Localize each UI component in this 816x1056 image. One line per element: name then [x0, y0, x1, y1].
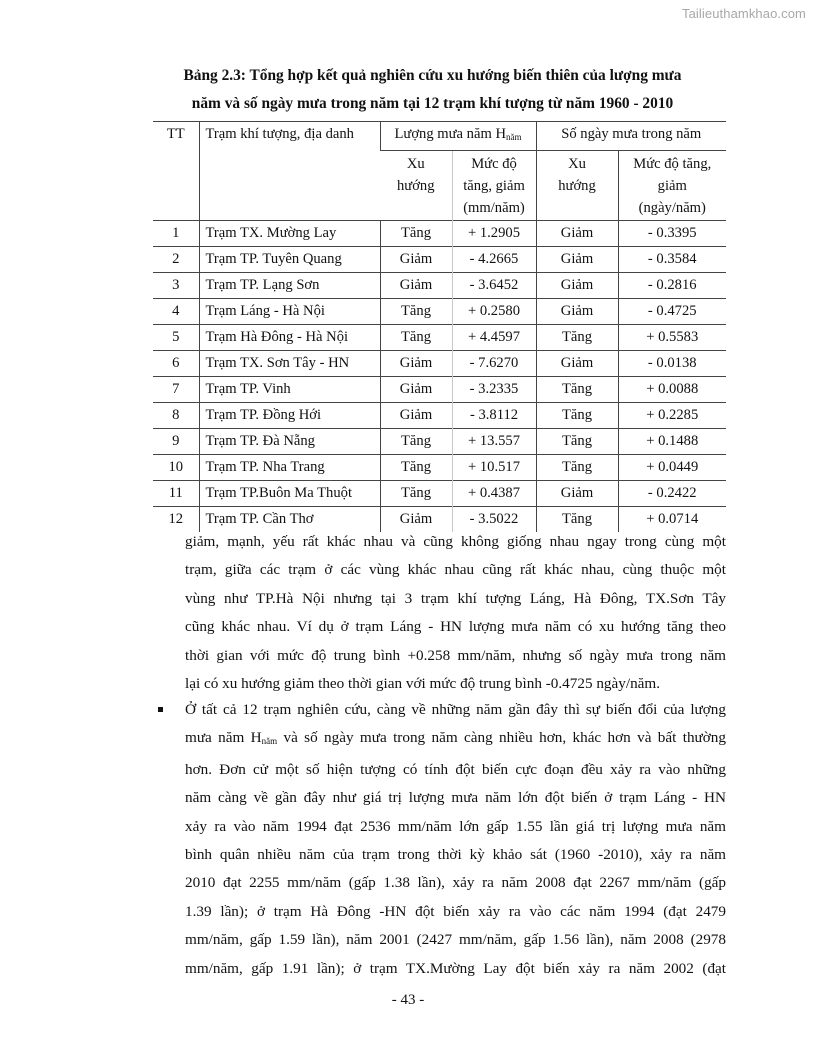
header-text: Mức độ — [471, 156, 517, 172]
cell-tt: 1 — [153, 221, 199, 247]
cell-rain-rate: - 4.2665 — [452, 247, 536, 273]
table-row — [153, 351, 726, 377]
cell-days-trend: Tăng — [536, 325, 618, 351]
text-line: 1.39 lần); ở trạm Hà Đông -HN đột biến xảy ra vào các năm 1994 (đạt 2479 — [185, 902, 726, 920]
table-caption — [150, 62, 715, 118]
cell-tt: 12 — [153, 507, 199, 533]
cell-rain-rate: - 3.2335 — [452, 377, 536, 403]
cell-days-rate: + 0.1488 — [618, 429, 726, 455]
caption-line-2: năm và số ngày mưa trong năm tại 12 trạm khí tượng từ năm 1960 - 2010 — [191, 95, 674, 112]
cell-tt: 11 — [153, 481, 199, 507]
header-days-trend — [536, 151, 618, 221]
cell-days-trend: Giảm — [536, 351, 618, 377]
cell-days-rate: - 0.0138 — [618, 351, 726, 377]
cell-rain-trend: Tăng — [380, 455, 452, 481]
cell-rain-rate: - 7.6270 — [452, 351, 536, 377]
cell-tt: 9 — [153, 429, 199, 455]
table-row — [153, 377, 726, 403]
header-rain-group-subscript: năm — [505, 132, 522, 142]
cell-days-trend: Giảm — [536, 221, 618, 247]
cell-rain-trend: Tăng — [380, 221, 452, 247]
text-line: trạm, giữa các trạm ở các vùng khác nhau cũng rất khác nhau, cùng thuộc một — [185, 561, 726, 579]
cell-tt: 2 — [153, 247, 199, 273]
cell-days-rate: - 0.4725 — [618, 299, 726, 325]
paragraph-1 — [185, 528, 726, 698]
page-number: - 43 - — [391, 992, 425, 1008]
header-text: Mức độ tăng, — [633, 156, 712, 172]
cell-days-trend: Giảm — [536, 299, 618, 325]
text-fragment: mưa năm H — [185, 729, 262, 747]
cell-rain-rate: - 3.8112 — [452, 403, 536, 429]
cell-rain-rate: + 0.2580 — [452, 299, 536, 325]
table-row — [153, 273, 726, 299]
text-line: mm/năm, gấp 1.91 lần); ở trạm TX.Mường Lay đột biến xảy ra năm 2002 (đạt — [185, 959, 726, 977]
text-line: xảy ra vào năm 1994 đạt 2536 mm/năm lớn gấp 1.55 lần giá trị lượng mưa năm — [185, 817, 726, 835]
cell-rain-rate: + 0.4387 — [452, 481, 536, 507]
cell-station: Trạm TP. Nha Trang — [199, 455, 380, 481]
cell-days-rate: + 0.0088 — [618, 377, 726, 403]
cell-station: Trạm TP. Tuyên Quang — [199, 247, 380, 273]
text-fragment: và số ngày mưa trong năm càng nhiều hơn, khác hơn và bất thường — [277, 729, 726, 747]
text-line: lại có xu hướng giảm theo thời gian với mức độ trung bình -0.4725 ngày/năm. — [185, 675, 661, 693]
cell-station: Trạm TP. Lạng Sơn — [199, 273, 380, 299]
text-line: hơn. Đơn cử một số hiện tượng có tính đột biến cực đoạn đều xảy ra vào những — [185, 760, 726, 778]
header-rain-trend — [380, 151, 452, 221]
cell-rain-trend: Tăng — [380, 429, 452, 455]
table-row — [153, 455, 726, 481]
header-text: tăng, giảm — [463, 178, 525, 194]
text-line: 2010 đạt 2255 mm/năm (gấp 1.38 lần), xảy ra năm 2008 đạt 2267 mm/năm (gấp — [185, 874, 726, 892]
text-line: vùng như TP.Hà Nội nhưng tại 3 trạm khí tượng Láng, Hà Đông, TX.Sơn Tây — [185, 589, 726, 607]
cell-station: Trạm TX. Mường Lay — [199, 221, 380, 247]
text-line: năm càng về gần đây như giá trị lượng mưa năm lớn đột biến ở trạm Láng - HN — [185, 789, 726, 807]
cell-station: Trạm Hà Đông - Hà Nội — [199, 325, 380, 351]
table-row — [153, 325, 726, 351]
header-station: Trạm khí tượng, địa danh — [199, 122, 380, 221]
cell-rain-trend: Tăng — [380, 325, 452, 351]
table-body — [153, 221, 726, 533]
cell-rain-rate: + 13.557 — [452, 429, 536, 455]
caption-line-1: Bảng 2.3: Tổng hợp kết quả nghiên cứu xu hướng biến thiên của lượng mưa — [183, 67, 682, 84]
text-line: giảm, mạnh, yếu rất khác nhau và cũng không giống nhau ngay trong cùng một — [185, 533, 726, 550]
table-row — [153, 221, 726, 247]
watermark: Tailieuthamkhao.com — [681, 6, 806, 21]
cell-tt: 10 — [153, 455, 199, 481]
header-days-rate — [618, 151, 726, 221]
cell-rain-trend: Tăng — [380, 299, 452, 325]
cell-tt: 6 — [153, 351, 199, 377]
cell-tt: 3 — [153, 273, 199, 299]
cell-station: Trạm TP.Buôn Ma Thuột — [199, 481, 380, 507]
cell-station: Trạm TP. Vinh — [199, 377, 380, 403]
header-text: (mm/năm) — [463, 200, 525, 216]
subscript: năm — [261, 736, 278, 747]
text-line: Ở tất cả 12 trạm nghiên cứu, càng về những năm gần đây thì sự biến đổi của lượng — [185, 701, 726, 718]
cell-days-rate: + 0.0714 — [618, 507, 726, 533]
text-line: mm/năm, gấp 1.59 lần), năm 2001 (2427 mm/năm, gấp 1.56 lần), năm 2008 (2978 — [185, 931, 726, 949]
bullet-text — [185, 696, 726, 983]
cell-rain-trend: Giảm — [380, 507, 452, 533]
cell-days-trend: Tăng — [536, 403, 618, 429]
cell-rain-trend: Giảm — [380, 273, 452, 299]
cell-rain-trend: Giảm — [380, 247, 452, 273]
text-line: bình quân nhiều năm của trạm trong thời kỳ khảo sát (1960 -2010), xảy ra năm — [185, 846, 726, 864]
text-line: thời gian với mức độ trung bình +0.258 mm/năm, nhưng số ngày mưa trong năm — [185, 646, 726, 664]
cell-days-trend: Giảm — [536, 273, 618, 299]
header-rain-group-label: Lượng mưa năm H — [394, 126, 506, 142]
cell-days-rate: - 0.2816 — [618, 273, 726, 299]
text-line — [185, 724, 726, 755]
cell-rain-rate: - 3.6452 — [452, 273, 536, 299]
cell-days-trend: Giảm — [536, 481, 618, 507]
cell-station: Trạm TP. Đồng Hới — [199, 403, 380, 429]
header-row-1 — [153, 122, 726, 151]
cell-days-trend: Tăng — [536, 507, 618, 533]
cell-days-rate: - 0.3395 — [618, 221, 726, 247]
cell-rain-trend: Tăng — [380, 481, 452, 507]
cell-days-trend: Tăng — [536, 377, 618, 403]
cell-rain-trend: Giảm — [380, 351, 452, 377]
table-row — [153, 247, 726, 273]
cell-days-rate: - 0.2422 — [618, 481, 726, 507]
header-text: Xu — [406, 156, 425, 172]
cell-days-trend: Giảm — [536, 247, 618, 273]
cell-station: Trạm Láng - Hà Nội — [199, 299, 380, 325]
cell-days-trend: Tăng — [536, 429, 618, 455]
cell-rain-rate: - 3.5022 — [452, 507, 536, 533]
header-rain-rate — [452, 151, 536, 221]
rainfall-trend-table — [153, 121, 726, 532]
header-text: (ngày/năm) — [638, 200, 706, 216]
header-text: Xu — [568, 156, 586, 172]
cell-rain-rate: + 10.517 — [452, 455, 536, 481]
cell-days-trend: Tăng — [536, 455, 618, 481]
header-days-group: Số ngày mưa trong năm — [536, 122, 726, 151]
table-row — [153, 403, 726, 429]
cell-rain-trend: Giảm — [380, 403, 452, 429]
cell-station: Trạm TX. Sơn Tây - HN — [199, 351, 380, 377]
cell-rain-rate: + 1.2905 — [452, 221, 536, 247]
cell-days-rate: - 0.3584 — [618, 247, 726, 273]
cell-days-rate: + 0.5583 — [618, 325, 726, 351]
cell-days-rate: + 0.2285 — [618, 403, 726, 429]
cell-tt: 5 — [153, 325, 199, 351]
table-row — [153, 299, 726, 325]
cell-tt: 8 — [153, 403, 199, 429]
cell-station: Trạm TP. Đà Nẵng — [199, 429, 380, 455]
cell-rain-rate: + 4.4597 — [452, 325, 536, 351]
header-rain-group — [380, 122, 536, 151]
cell-tt: 7 — [153, 377, 199, 403]
text-line: cũng khác nhau. Ví dụ ở trạm Láng - HN lượng mưa năm có xu hướng tăng theo — [185, 618, 726, 636]
table-row — [153, 481, 726, 507]
header-text: giảm — [657, 178, 687, 194]
header-text: hướng — [396, 178, 435, 194]
cell-days-rate: + 0.0449 — [618, 455, 726, 481]
square-bullet-icon — [158, 707, 163, 712]
cell-tt: 4 — [153, 299, 199, 325]
cell-rain-trend: Giảm — [380, 377, 452, 403]
cell-station: Trạm TP. Cần Thơ — [199, 507, 380, 533]
header-text: hướng — [558, 178, 596, 194]
header-tt: TT — [153, 122, 199, 221]
table-row — [153, 429, 726, 455]
